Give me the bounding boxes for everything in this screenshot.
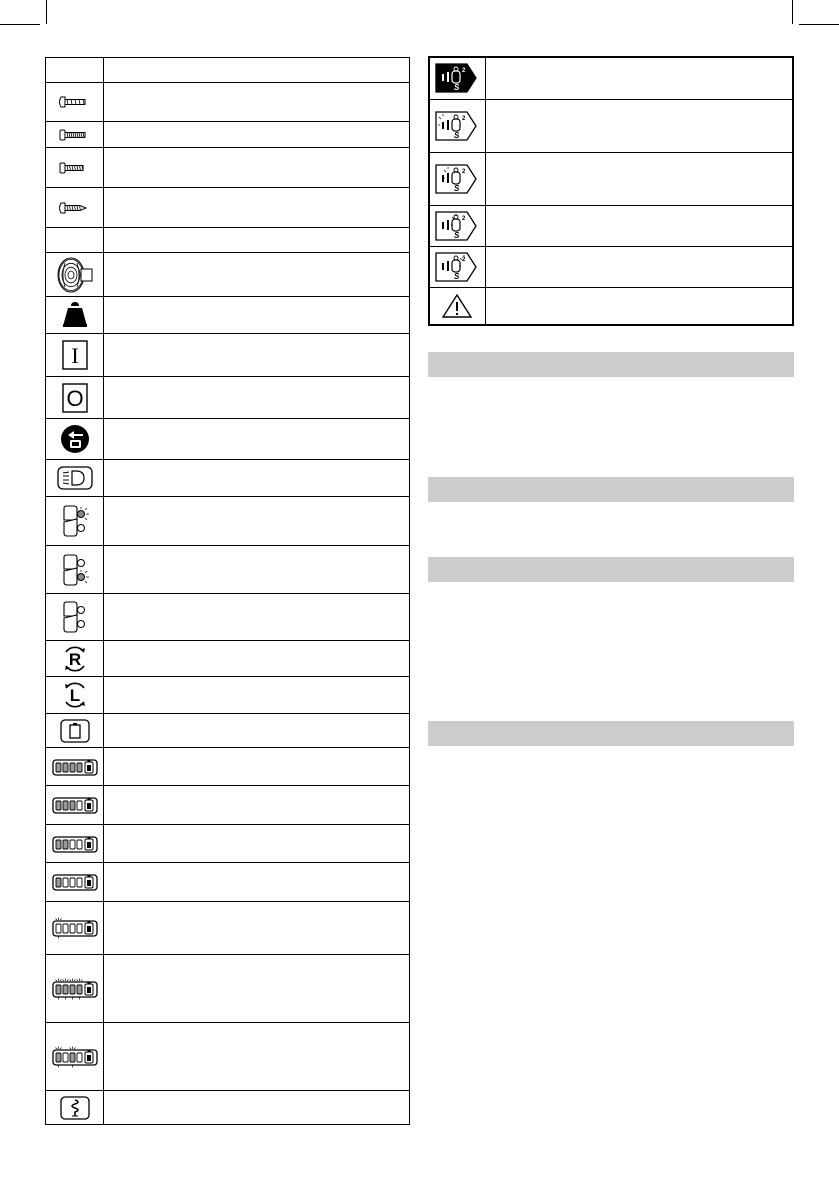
svg-text:S: S (454, 230, 460, 240)
battery-all-blink-icon (46, 955, 104, 1023)
left-table-row (46, 253, 410, 297)
left-table-row (46, 955, 410, 1023)
svg-text:2: 2 (462, 256, 466, 263)
svg-text:2: 2 (462, 215, 466, 222)
right-table-description-cell (485, 99, 793, 152)
left-table-description-cell (104, 334, 410, 377)
return-icon (46, 419, 104, 460)
battery-level-1-icon (46, 863, 104, 902)
left-table-row (46, 546, 410, 594)
section-heading-band (428, 721, 794, 746)
battery-level-blink-icon (46, 902, 104, 955)
left-table-empty-icon-cell (46, 228, 104, 253)
left-table-row (46, 377, 410, 419)
mode-lamp-lower-lit-icon (46, 546, 104, 594)
left-table-row (46, 497, 410, 546)
section-heading-band (428, 477, 794, 502)
svg-text:2: 2 (462, 68, 466, 75)
battery-level-2-icon (46, 825, 104, 863)
svg-text:2: 2 (462, 168, 466, 175)
right-table-description-cell (485, 246, 793, 287)
left-table-row (46, 641, 410, 677)
speed-mode-s-icon (429, 57, 485, 99)
battery-icon (46, 714, 104, 748)
left-table-description-cell (104, 122, 410, 148)
mode-lamp-off-icon (46, 594, 104, 641)
rotation-right-icon (46, 641, 104, 677)
battery-level-4-icon (46, 748, 104, 786)
left-table-row (46, 297, 410, 334)
left-table-row (46, 594, 410, 641)
left-table-description-cell (104, 825, 410, 863)
speed-mode-lamp-1-icon (429, 99, 485, 152)
left-table-description-cell (104, 188, 410, 228)
left-table-description-cell (104, 748, 410, 786)
left-table-description-cell (104, 786, 410, 825)
screw-coarse-thread-icon (46, 83, 104, 122)
left-table-row (46, 419, 410, 460)
left-table-row (46, 188, 410, 228)
right-table-description-cell (485, 57, 793, 99)
crop-mark-left-vertical (46, 0, 47, 24)
left-table-description-cell (104, 83, 410, 122)
left-table-row (46, 786, 410, 825)
crop-mark-right-vertical (792, 0, 793, 24)
left-table-description-cell (104, 253, 410, 297)
left-table-description-cell (104, 1023, 410, 1091)
left-table-description-cell (104, 58, 410, 83)
left-table-description-cell (104, 902, 410, 955)
left-table-description-cell (104, 148, 410, 188)
svg-text:2: 2 (462, 115, 466, 122)
power-on-icon (46, 334, 104, 377)
left-table-description-cell (104, 419, 410, 460)
power-off-icon (46, 377, 104, 419)
left-table-description-cell (104, 863, 410, 902)
drill-mode-icon (46, 1091, 104, 1125)
left-table-row (46, 334, 410, 377)
weight-icon (46, 297, 104, 334)
symbol-table-left (45, 57, 410, 1125)
left-table-description-cell (104, 641, 410, 677)
left-table-description-cell (104, 714, 410, 748)
left-table-description-cell (104, 1091, 410, 1125)
left-table-row (46, 825, 410, 863)
speed-mode-lamp-4-icon (429, 246, 485, 287)
battery-level-3-icon (46, 786, 104, 825)
right-table-row (429, 246, 793, 287)
light-icon (46, 460, 104, 497)
svg-text:I: I (70, 343, 79, 368)
left-table-row (46, 714, 410, 748)
left-table-row (46, 58, 410, 83)
self-tapping-screw-icon (46, 188, 104, 228)
speed-mode-lamp-2-icon (429, 152, 485, 205)
left-table-row (46, 902, 410, 955)
left-table-description-cell (104, 228, 410, 253)
battery-alternate-blink-icon (46, 1023, 104, 1091)
mode-lamp-upper-lit-icon (46, 497, 104, 546)
left-table-description-cell (104, 677, 410, 714)
left-table-row (46, 83, 410, 122)
left-table-row (46, 460, 410, 497)
right-table-row (429, 287, 793, 325)
svg-text:O: O (65, 385, 84, 411)
bolt-icon (46, 148, 104, 188)
left-table-description-cell (104, 594, 410, 641)
left-table-description-cell (104, 377, 410, 419)
warning-triangle-icon (429, 287, 485, 325)
svg-text:L: L (69, 686, 80, 705)
left-table-row (46, 863, 410, 902)
svg-text:S: S (454, 183, 460, 193)
left-table-description-cell (104, 497, 410, 546)
section-heading-band (428, 352, 794, 377)
right-table-row (429, 57, 793, 99)
rotation-left-icon (46, 677, 104, 714)
screw-fine-thread-icon (46, 122, 104, 148)
left-table-description-cell (104, 297, 410, 334)
left-table-description-cell (104, 460, 410, 497)
crop-mark-left-horizontal (0, 24, 40, 25)
svg-text:S: S (454, 271, 460, 281)
right-table-description-cell (485, 287, 793, 325)
right-table-row (429, 99, 793, 152)
right-table-description-cell (485, 205, 793, 246)
left-table-row (46, 122, 410, 148)
section-heading-band (428, 557, 794, 582)
symbol-table-right (428, 56, 794, 326)
left-table-row (46, 228, 410, 253)
svg-text:R: R (68, 649, 81, 669)
speed-mode-lamp-3-icon (429, 205, 485, 246)
left-table-row (46, 148, 410, 188)
right-table-row (429, 205, 793, 246)
left-table-empty-icon-cell (46, 58, 104, 83)
left-table-row (46, 677, 410, 714)
svg-text:S: S (454, 130, 460, 140)
svg-text:S: S (454, 83, 460, 93)
crop-mark-right-horizontal (799, 24, 839, 25)
left-table-row (46, 1023, 410, 1091)
left-table-row (46, 1091, 410, 1125)
socket-adapter-icon (46, 253, 104, 297)
left-table-description-cell (104, 546, 410, 594)
right-table-description-cell (485, 152, 793, 205)
right-table-row (429, 152, 793, 205)
left-table-row (46, 748, 410, 786)
left-table-description-cell (104, 955, 410, 1023)
